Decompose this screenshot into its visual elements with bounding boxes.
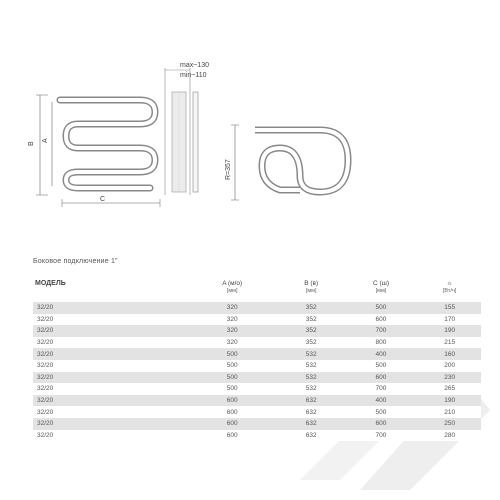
table-header-row bbox=[33, 280, 481, 302]
table-row: 32/20 600 632 700 280 bbox=[33, 430, 481, 442]
table-row: 32/20 320 352 500 155 bbox=[33, 302, 481, 314]
side-view bbox=[165, 62, 209, 195]
column-header-c: C (ш) [мм] bbox=[372, 280, 389, 294]
table-row: 32/20 500 532 500 200 bbox=[33, 360, 481, 372]
table-row: 32/20 320 352 600 170 bbox=[33, 314, 481, 326]
table-row: 32/20 600 632 500 210 bbox=[33, 406, 481, 418]
towel-rail-technical-drawing bbox=[0, 0, 500, 240]
heat-icon: ☼ bbox=[446, 280, 453, 287]
dimension-max: max~130 bbox=[180, 62, 209, 69]
table-row: 32/20 320 352 700 190 bbox=[33, 325, 481, 337]
connection-caption: Боковое подключение 1" bbox=[33, 258, 118, 265]
table-row: 32/20 500 532 400 160 bbox=[33, 348, 481, 360]
table-row: 32/20 500 532 700 265 bbox=[33, 383, 481, 395]
table-row: 32/20 600 632 600 250 bbox=[33, 418, 481, 430]
column-header-b: B (в) [мм] bbox=[304, 280, 319, 294]
dimension-label-c: C bbox=[100, 196, 106, 203]
column-header-model: МОДЕЛЬ bbox=[35, 280, 66, 287]
top-view bbox=[225, 125, 348, 200]
table-row: 32/20 500 532 600 230 bbox=[33, 372, 481, 384]
front-view bbox=[28, 95, 160, 207]
specification-table bbox=[33, 280, 481, 441]
column-header-power: ☼ [Вт/ч] bbox=[442, 280, 457, 294]
column-header-a: A (м/о) [мм] bbox=[222, 280, 243, 294]
dimension-label-a: A bbox=[42, 138, 49, 143]
dimension-label-b: B bbox=[28, 141, 35, 146]
table-row: 32/20 600 632 400 190 bbox=[33, 395, 481, 407]
table-row: 32/20 320 352 800 215 bbox=[33, 337, 481, 349]
dimension-label-r: R=357 bbox=[225, 159, 232, 180]
dimension-min: min~110 bbox=[180, 72, 207, 79]
